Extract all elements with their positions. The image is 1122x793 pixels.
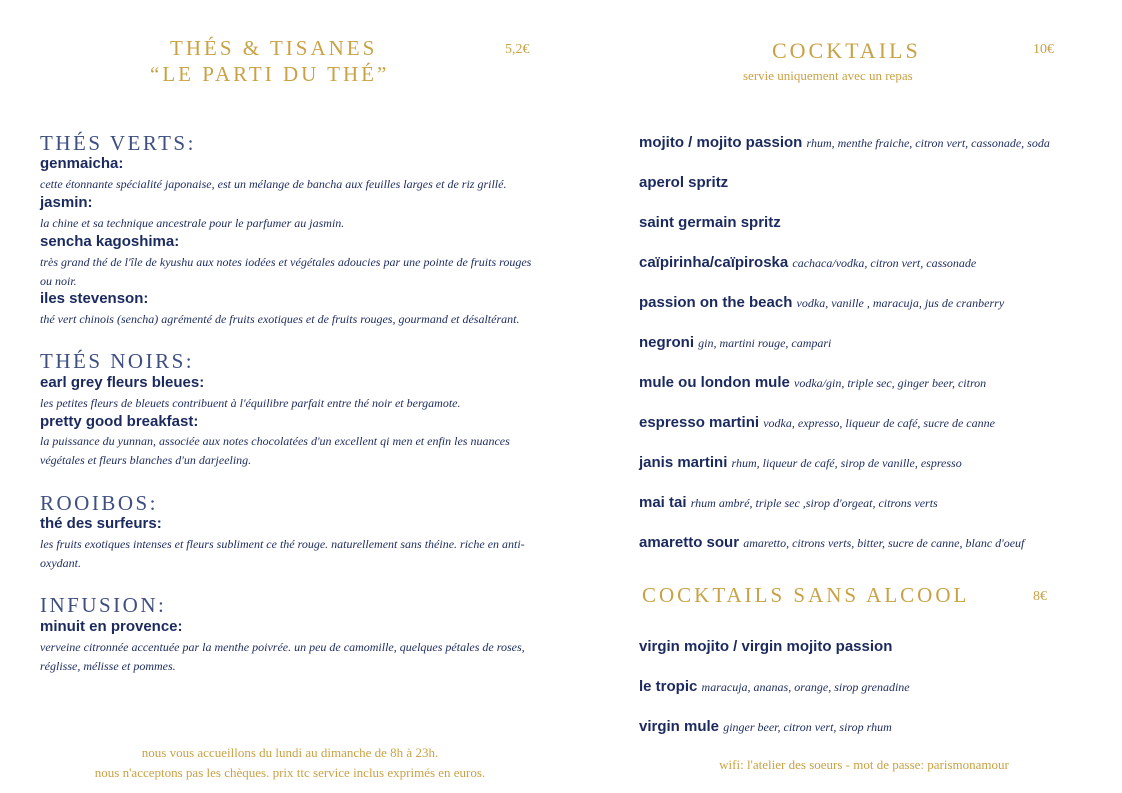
payment-note: nous n'acceptons pas les chèques. prix ttc service inclus exprimés en euros. [94, 765, 486, 780]
cocktail-row [639, 174, 1089, 191]
cocktails-price: 10€ [1033, 42, 1054, 57]
mocktails-price: 8€ [1033, 589, 1047, 604]
cocktail-row-ingredients: rhum, liqueur de café, sirop de vanille, espresso [731, 456, 962, 470]
cocktails-note: servie uniquement avec un repas [743, 68, 913, 83]
mocktail-row [639, 718, 1089, 735]
tea-name: sencha kagoshima: [40, 233, 180, 250]
cocktail-row [639, 374, 1089, 391]
cocktail-row-name: amaretto sour [639, 534, 740, 551]
cocktail-row-name: saint germain spritz [639, 214, 781, 231]
tea-desc: les fruits exotiques intenses et fleurs subliment ce thé rouge. naturellement sans théine. riche en anti-oxydant. [40, 537, 525, 570]
section-title-green-teas: THÉS VERTS: [40, 131, 196, 155]
cocktail-row [639, 134, 1089, 151]
tea-name: genmaicha: [40, 155, 124, 172]
cocktail-row-ingredients: vodka/gin, triple sec, ginger beer, citron [794, 376, 987, 390]
cocktail-row-name: mule ou london mule [639, 374, 790, 391]
cocktail-row [639, 454, 1089, 471]
cocktail-row-name: negroni [639, 334, 694, 351]
tea-desc: les petites fleurs de bleuets contribuent à l'équilibre parfait entre thé noir et bergamote. [40, 396, 461, 410]
tea-desc: verveine citronnée accentuée par la menthe poivrée. un peu de camomille, quelques pétales de roses, réglisse, mélisse et pommes. [40, 640, 525, 673]
mocktails-title: COCKTAILS SANS ALCOOL [642, 583, 970, 607]
cocktail-row-ingredients: cachaca/vodka, citron vert, cassonade [792, 256, 977, 270]
cocktail-row-name: mojito / mojito passion [639, 134, 803, 151]
cocktail-row [639, 294, 1089, 311]
section-title-rooibos: ROOIBOS: [40, 491, 159, 515]
cocktail-row-ingredients: rhum, menthe fraiche, citron vert, cassonade, soda [806, 136, 1050, 150]
mocktail-row-ingredients: ginger beer, citron vert, sirop rhum [723, 720, 892, 734]
tea-desc: la chine et sa technique ancestrale pour le parfumer au jasmin. [40, 216, 345, 230]
cocktail-row-name: janis martini [639, 454, 728, 471]
tea-name: jasmin: [40, 194, 93, 211]
cocktail-row-name: aperol spritz [639, 174, 729, 191]
mocktail-row [639, 638, 1089, 655]
section-title-black-teas: THÉS NOIRS: [40, 349, 195, 373]
cocktail-row [639, 494, 1089, 511]
mocktail-row-name: le tropic [639, 678, 698, 695]
cocktails-title: COCKTAILS [772, 38, 921, 63]
tea-name: pretty good breakfast: [40, 413, 199, 430]
tea-desc: thé vert chinois (sencha) agrémenté de fruits exotiques et de fruits rouges, gourmand et désaltérant. [40, 312, 520, 326]
teas-header-subtitle: “LE PARTI DU THÉ” [150, 62, 390, 86]
tea-name: thé des surfeurs: [40, 515, 162, 532]
cocktail-row [639, 254, 1089, 271]
cocktail-row [639, 414, 1089, 431]
opening-hours-note: nous vous accueillons du lundi au dimanche de 8h à 23h. [141, 745, 439, 760]
cocktail-row-ingredients: vodka, expresso, liqueur de café, sucre de canne [763, 416, 995, 430]
tea-name: iles stevenson: [40, 290, 149, 307]
tea-desc: la puissance du yunnan, associée aux notes chocolatées d'un excellent qi men et enfin les nuances végétales et fleurs blanches d'un darjeeling. [40, 434, 510, 467]
cocktail-row-ingredients: amaretto, citrons verts, bitter, sucre de canne, blanc d'oeuf [743, 536, 1025, 550]
cocktail-row-name: espresso martini [639, 414, 760, 431]
mocktail-row-ingredients: maracuja, ananas, orange, sirop grenadine [701, 680, 910, 694]
tea-desc: très grand thé de l'île de kyushu aux notes iodées et végétales adoucies par une pointe de fruits rouges ou noir. [40, 255, 532, 288]
teas-price: 5,2€ [505, 42, 530, 57]
cocktail-row-ingredients: gin, martini rouge, campari [698, 336, 832, 350]
cocktail-row-ingredients: rhum ambré, triple sec ,sirop d'orgeat, citrons verts [690, 496, 938, 510]
teas-header-title: THÉS & TISANES [170, 36, 378, 60]
tea-name: earl grey fleurs bleues: [40, 374, 205, 391]
section-title-infusion: INFUSION: [40, 593, 167, 617]
cocktail-row [639, 534, 1089, 551]
cocktail-row-ingredients: vodka, vanille , maracuja, jus de cranberry [796, 296, 1005, 310]
mocktail-row-name: virgin mojito / virgin mojito passion [639, 638, 893, 655]
tea-desc: cette étonnante spécialité japonaise, est un mélange de bancha aux feuilles larges et de riz grillé. [40, 177, 507, 191]
mocktail-row [639, 678, 1089, 695]
mocktail-row-name: virgin mule [639, 718, 720, 735]
cocktail-row-name: mai tai [639, 494, 687, 511]
cocktail-row [639, 334, 1089, 351]
cocktail-row-name: passion on the beach [639, 294, 793, 311]
tea-name: minuit en provence: [40, 618, 183, 635]
cocktail-row [639, 214, 1089, 231]
wifi-note: wifi: l'atelier des soeurs - mot de passe: parismonamour [719, 757, 1009, 772]
cocktail-row-name: caïpirinha/caïpiroska [639, 254, 789, 271]
